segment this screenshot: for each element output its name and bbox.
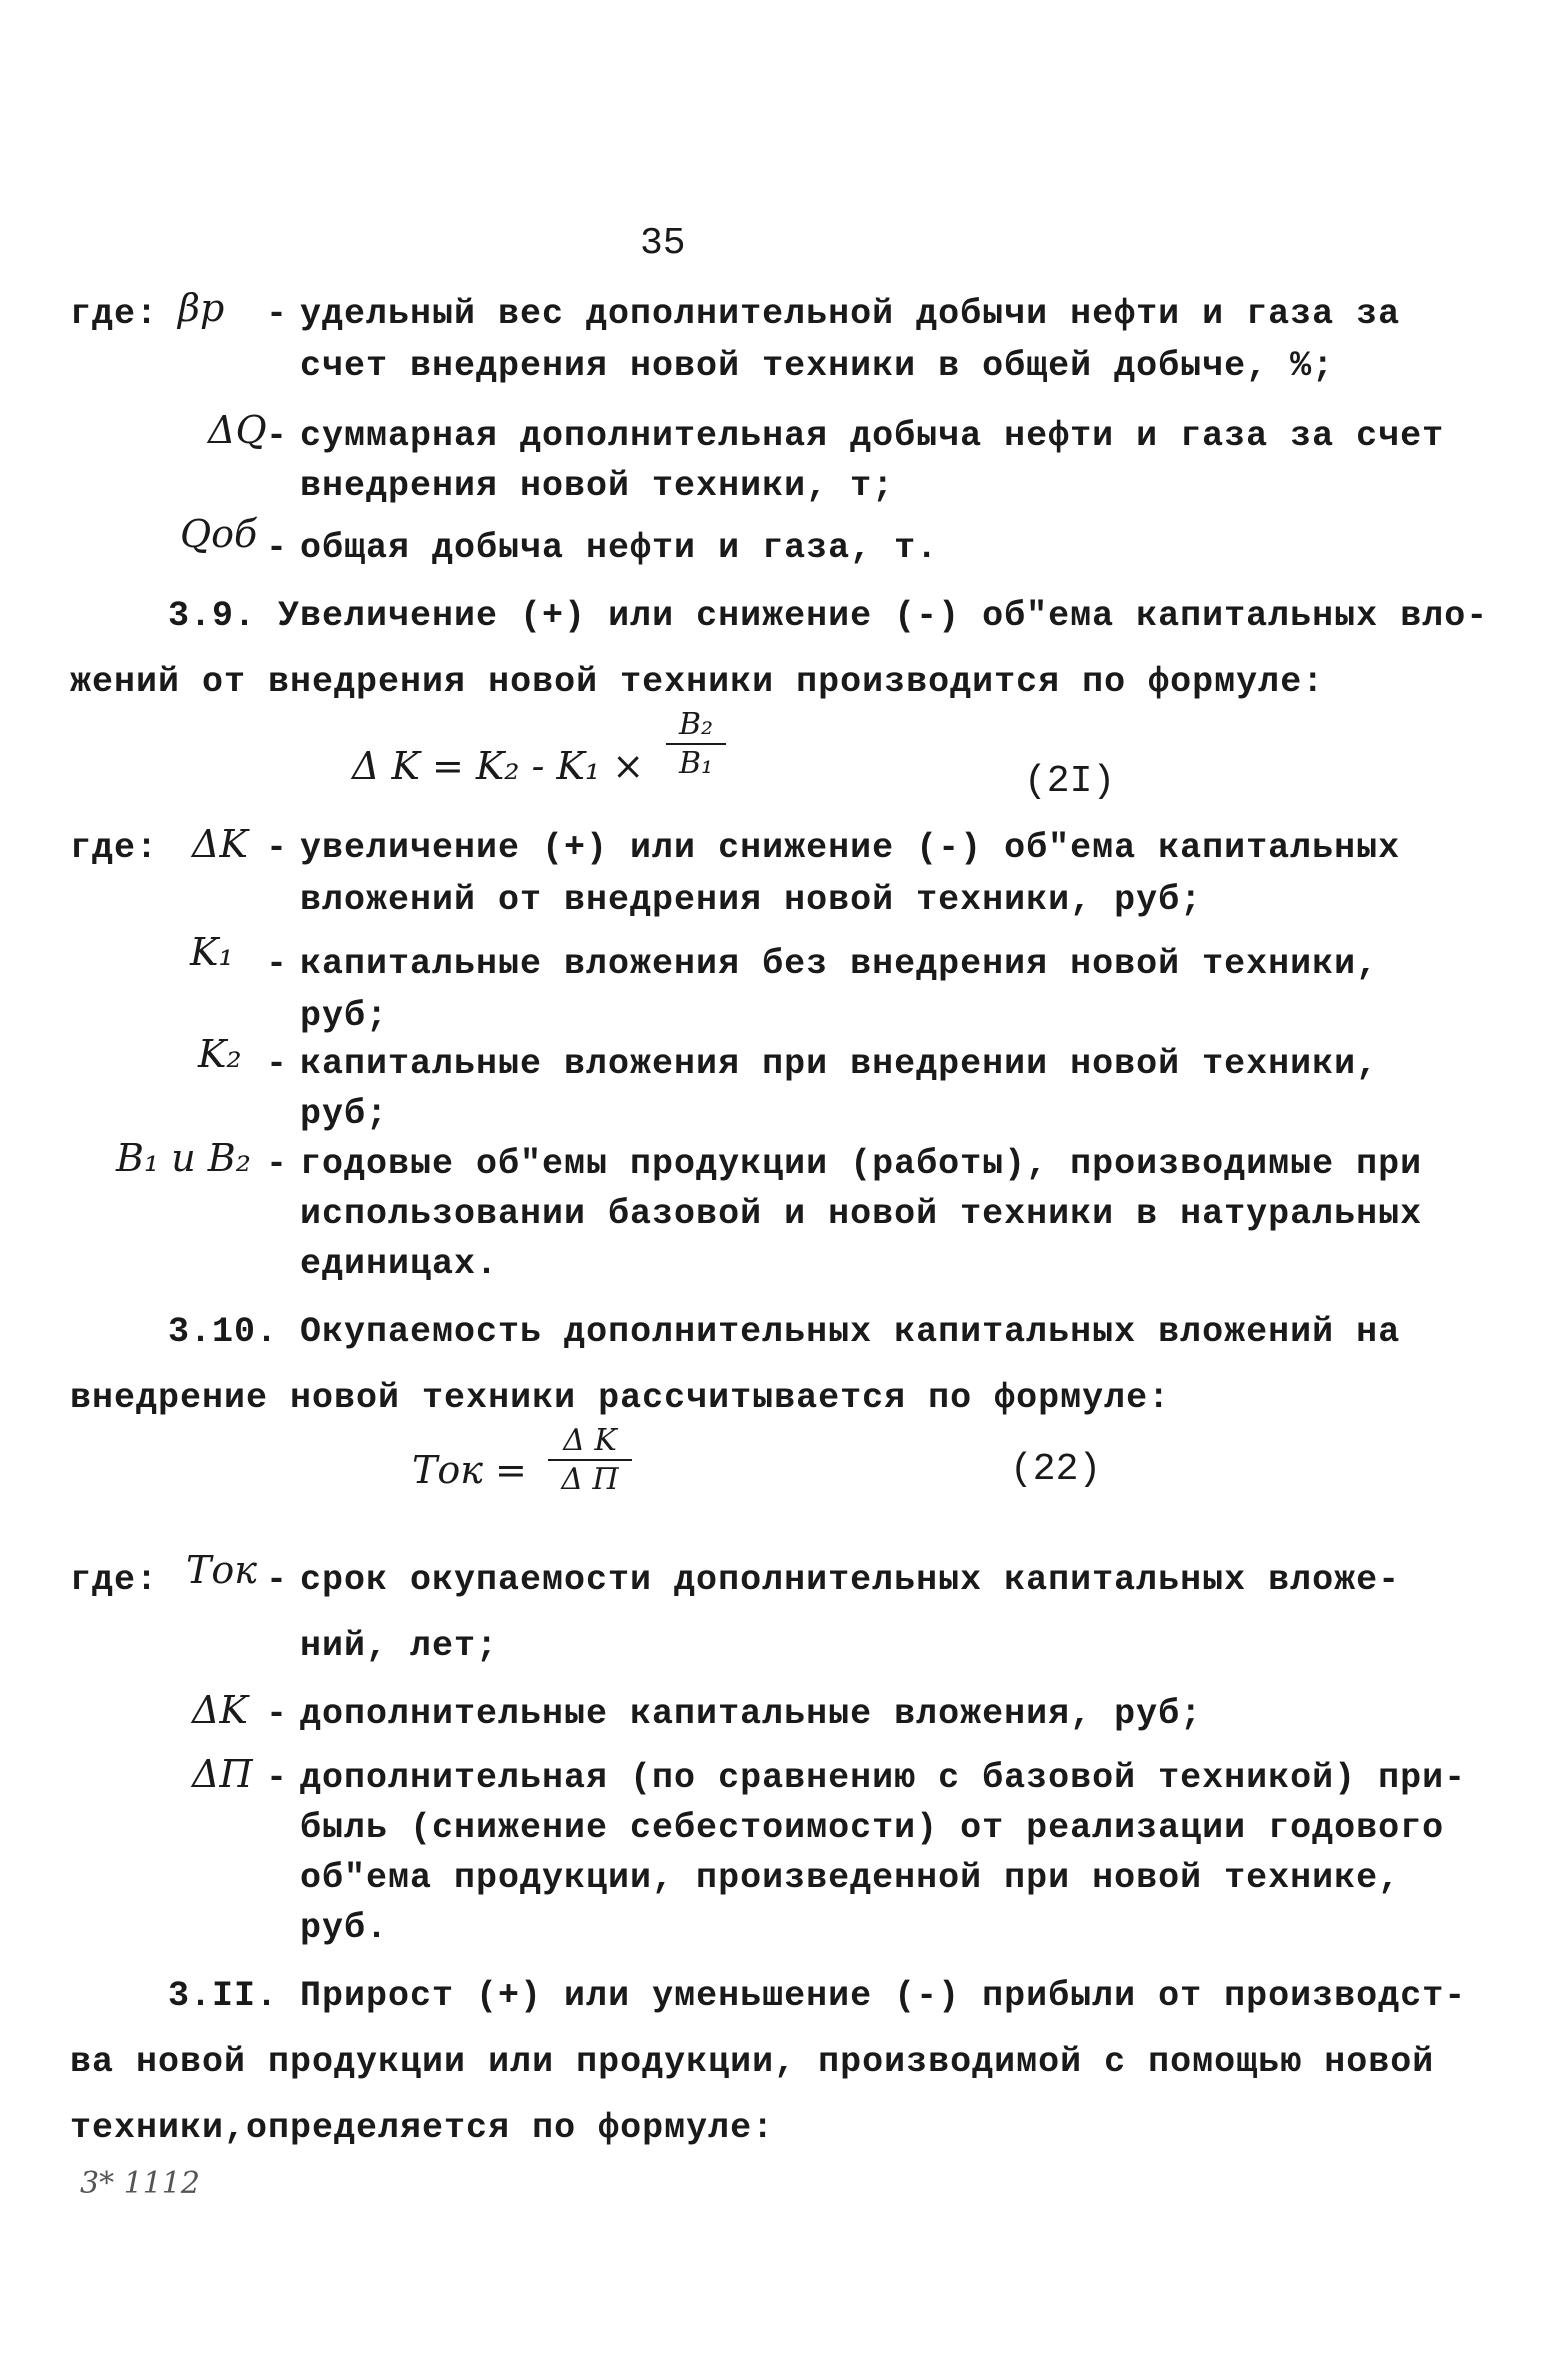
dash: - [266,528,289,568]
formula-21-number: (2I) [1024,760,1116,803]
definition-line: капитальные вложения без внедрения новой техники, [300,944,1379,984]
symbol-b1-b2: B₁ и B₂ [116,1136,251,1180]
dash: - [266,1044,289,1084]
definition-line: ний, лет; [300,1626,499,1666]
formula-22-numerator: Δ K [563,1423,617,1458]
formula-21-numerator: B₂ [678,707,714,742]
definition-line: быль (снижение себестоимости) от реализации годового [300,1808,1445,1848]
where-label: где: [70,828,159,868]
fraction-bar [548,1459,632,1461]
symbol-q-ob: Qоб [180,512,258,556]
paragraph-3-11-line1: 3.II. Прирост (+) или уменьшение (-) прибыли от производст- [168,1976,1467,2016]
definition-line: внедрения новой техники, т; [300,466,895,506]
where-label: где: [70,294,159,334]
definition-line: руб; [300,1094,389,1134]
formula-22-denominator: Δ П [561,1462,619,1497]
definition-line: счет внедрения новой техники в общей добыче, %; [300,346,1335,386]
dash: - [266,828,289,868]
page-number: 35 [640,222,686,265]
dash: - [266,1560,289,1600]
formula-21-fraction [666,708,726,780]
where-label: где: [70,1560,159,1600]
formula-22-fraction [548,1424,632,1496]
dash: - [266,1758,289,1798]
fraction-bar [666,743,726,745]
definition-line: годовые об"емы продукции (работы), производимые при [300,1144,1423,1184]
footer-note: 3* 1112 [80,2166,200,2201]
paragraph-3-11-line2: ва новой продукции или продукции, производимой с помощью новой [70,2042,1435,2082]
definition-line: об"ема продукции, произведенной при новой технике, [300,1858,1401,1898]
dash: - [266,944,289,984]
definition-line: капитальные вложения при внедрении новой техники, [300,1044,1379,1084]
formula-22-lhs: Tок = [412,1448,527,1492]
paragraph-3-10-line2: внедрение новой техники рассчитывается по формуле: [70,1378,1171,1418]
symbol-delta-k: ΔK [192,1688,248,1732]
dash: - [266,416,289,456]
paragraph-3-9-line1: 3.9. Увеличение (+) или снижение (-) об"ема капитальных вло- [168,596,1489,636]
dash: - [266,294,289,334]
paragraph-3-10-line1: 3.10. Окупаемость дополнительных капитальных вложений на [168,1312,1401,1352]
symbol-k1: K₁ [190,930,234,974]
symbol-t-ok: Tок [186,1548,257,1592]
symbol-delta-k: ΔK [192,822,248,866]
definition-line: срок окупаемости дополнительных капитальных вложе- [300,1560,1401,1600]
definition-line: дополнительная (по сравнению с базовой техникой) при- [300,1758,1467,1798]
definition-line: увеличение (+) или снижение (-) об"ема капитальных [300,828,1401,868]
symbol-delta-q: ΔQ [208,408,267,452]
definition-line: вложений от внедрения новой техники, руб; [300,880,1203,920]
definition-line: единицах. [300,1244,499,1284]
formula-21-lhs: Δ K = K₂ - K₁ × [352,744,645,788]
paragraph-3-9-line2: жений от внедрения новой техники производится по формуле: [70,662,1325,702]
formula-22-number: (22) [1010,1448,1102,1491]
paragraph-3-11-line3: техники,определяется по формуле: [70,2108,775,2148]
definition-line: руб; [300,996,389,1036]
definition-line: общая добыча нефти и газа, т. [300,528,939,568]
dash: - [266,1694,289,1734]
symbol-beta-p: βp [178,286,225,330]
definition-line: дополнительные капитальные вложения, руб; [300,1694,1203,1734]
definition-line: руб. [300,1908,389,1948]
formula-21-denominator: B₁ [678,746,714,781]
symbol-delta-p: ΔП [192,1752,253,1796]
dash: - [266,1144,289,1184]
definition-line: использовании базовой и новой техники в натуральных [300,1194,1423,1234]
definition-line: суммарная дополнительная добыча нефти и газа за счет [300,416,1445,456]
symbol-k2: K₂ [198,1032,242,1076]
definition-line: удельный вес дополнительной добычи нефти и газа за [300,294,1401,334]
